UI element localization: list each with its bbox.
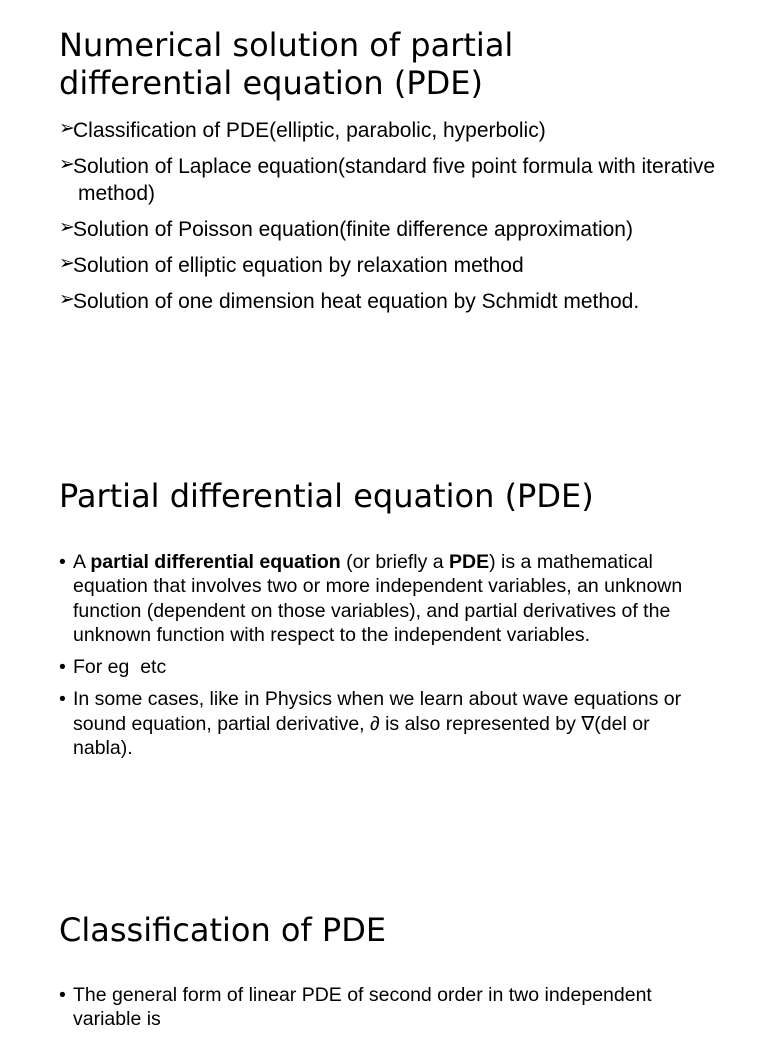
list-item [59,153,719,207]
slide-2-title: Partial differential equation (PDE) [59,477,594,515]
slide-1 [0,0,768,400]
list-item [59,655,709,679]
bullet-icon: • [59,688,66,711]
list-item [59,550,709,647]
example-text: For eg etc [73,656,167,679]
list-item-text: Classification of PDE(elliptic, parabolic, hyperbolic) [73,119,546,142]
pde-abbreviation: PDE [449,551,490,573]
slide-1-title-line-1: Numerical solution of partial [59,26,514,64]
list-item-text: Solution of Poisson equation(finite difference approximation) [73,218,633,241]
slide-1-title-line-2: differential equation (PDE) [59,64,483,102]
slide-1-title [59,26,513,102]
slide-2-bullet-list [59,550,709,768]
general-form-text: The general form of linear PDE of second order in two independent variable is [73,984,652,1031]
slide-1-arrow-list [59,117,719,324]
arrow-bullet-icon: ➢ [59,117,75,139]
arrow-bullet-icon: ➢ [59,216,75,238]
slide-3-title: Classification of PDE [59,911,387,949]
arrow-bullet-icon: ➢ [59,288,75,310]
list-item [59,288,719,315]
pde-term: partial differential equation [90,551,341,573]
list-item [59,216,719,243]
list-item [59,252,719,279]
bullet-icon: • [59,551,66,573]
nabla-note-text: In some cases, like in Physics when we learn about wave equations or sound equation, partial derivative, ∂ is also represented by ∇(del or nabla). [73,688,682,760]
list-item-text: Solution of Laplace equation(standard five point formula with iterative method) [73,155,716,205]
list-item [59,117,719,144]
arrow-bullet-icon: ➢ [59,252,75,274]
pde-definition-text: A partial differential equation (or briefly a PDE) is a mathematical equation that involves two or more independent variables, an unknown function (dependent on those variables), and partial derivatives of the unknown function with respect to the independent variables. [73,551,683,646]
list-item [59,687,709,760]
bullet-icon: • [59,984,66,1006]
list-item-text: Solution of one dimension heat equation by Schmidt method. [73,290,640,313]
slide-3-bullet-list [59,983,709,1040]
bullet-icon: • [59,656,66,679]
list-item-text: Solution of elliptic equation by relaxation method [73,254,524,277]
list-item [59,983,709,1032]
arrow-bullet-icon: ➢ [59,153,75,175]
